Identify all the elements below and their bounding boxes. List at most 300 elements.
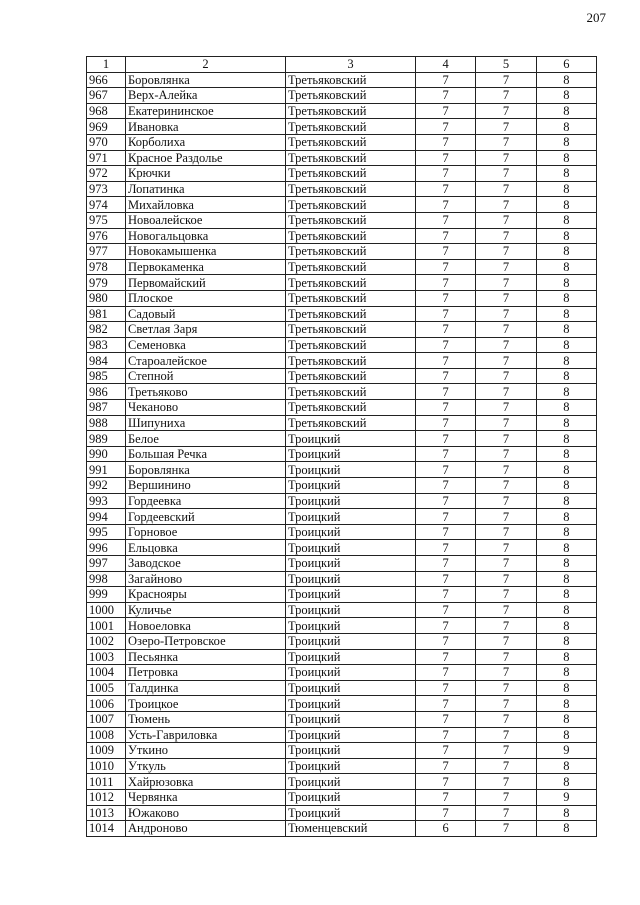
value-col-6: 8	[536, 368, 596, 384]
district-name: Третьяковский	[286, 181, 416, 197]
value-col-5: 7	[476, 166, 536, 182]
value-col-6: 8	[536, 665, 596, 681]
value-col-4: 7	[416, 212, 476, 228]
value-col-4: 7	[416, 618, 476, 634]
settlement-name: Чеканово	[126, 400, 286, 416]
value-col-5: 7	[476, 680, 536, 696]
row-number: 979	[87, 275, 126, 291]
settlement-name: Новоалейское	[126, 212, 286, 228]
row-number: 991	[87, 462, 126, 478]
value-col-4: 7	[416, 244, 476, 260]
row-number: 993	[87, 493, 126, 509]
table-row	[87, 493, 597, 509]
settlement-name: Горновое	[126, 524, 286, 540]
district-name: Троицкий	[286, 446, 416, 462]
value-col-6: 8	[536, 88, 596, 104]
value-col-4: 7	[416, 275, 476, 291]
value-col-5: 7	[476, 743, 536, 759]
district-name: Троицкий	[286, 493, 416, 509]
value-col-5: 7	[476, 774, 536, 790]
settlement-name: Екатерининское	[126, 103, 286, 119]
table-row	[87, 259, 597, 275]
value-col-4: 7	[416, 119, 476, 135]
settlement-name: Гордеевский	[126, 509, 286, 525]
value-col-4: 7	[416, 556, 476, 572]
value-col-5: 7	[476, 821, 536, 837]
row-number: 1002	[87, 633, 126, 649]
district-name: Третьяковский	[286, 275, 416, 291]
table-row	[87, 306, 597, 322]
header-cell-1: 1	[87, 57, 126, 73]
value-col-4: 7	[416, 509, 476, 525]
value-col-5: 7	[476, 244, 536, 260]
table-row	[87, 633, 597, 649]
value-col-5: 7	[476, 524, 536, 540]
value-col-5: 7	[476, 478, 536, 494]
value-col-4: 6	[416, 821, 476, 837]
value-col-6: 8	[536, 524, 596, 540]
row-number: 976	[87, 228, 126, 244]
value-col-6: 8	[536, 322, 596, 338]
table-row	[87, 353, 597, 369]
table-row	[87, 290, 597, 306]
row-number: 970	[87, 134, 126, 150]
row-number: 974	[87, 197, 126, 213]
value-col-6: 8	[536, 166, 596, 182]
value-col-4: 7	[416, 493, 476, 509]
settlement-name: Верх-Алейка	[126, 88, 286, 104]
district-name: Третьяковский	[286, 415, 416, 431]
table-row	[87, 727, 597, 743]
row-number: 984	[87, 353, 126, 369]
settlement-name: Краснояры	[126, 587, 286, 603]
district-name: Троицкий	[286, 680, 416, 696]
table-row	[87, 462, 597, 478]
settlements-table	[86, 56, 597, 837]
table-row	[87, 680, 597, 696]
table-row	[87, 368, 597, 384]
value-col-4: 7	[416, 805, 476, 821]
value-col-4: 7	[416, 774, 476, 790]
value-col-6: 8	[536, 337, 596, 353]
table-row	[87, 275, 597, 291]
value-col-4: 7	[416, 665, 476, 681]
value-col-6: 8	[536, 587, 596, 603]
header-cell-5: 5	[476, 57, 536, 73]
value-col-6: 8	[536, 711, 596, 727]
row-number: 1011	[87, 774, 126, 790]
value-col-4: 7	[416, 72, 476, 88]
value-col-5: 7	[476, 711, 536, 727]
table-row	[87, 150, 597, 166]
value-col-5: 7	[476, 150, 536, 166]
value-col-5: 7	[476, 727, 536, 743]
value-col-4: 7	[416, 696, 476, 712]
value-col-5: 7	[476, 275, 536, 291]
district-name: Троицкий	[286, 478, 416, 494]
table-row	[87, 134, 597, 150]
table-row	[87, 649, 597, 665]
value-col-4: 7	[416, 431, 476, 447]
value-col-4: 7	[416, 711, 476, 727]
value-col-4: 7	[416, 368, 476, 384]
table-row	[87, 446, 597, 462]
row-number: 968	[87, 103, 126, 119]
value-col-5: 7	[476, 446, 536, 462]
row-number: 988	[87, 415, 126, 431]
row-number: 987	[87, 400, 126, 416]
table-row	[87, 88, 597, 104]
table-row	[87, 197, 597, 213]
value-col-5: 7	[476, 400, 536, 416]
district-name: Троицкий	[286, 774, 416, 790]
row-number: 972	[87, 166, 126, 182]
value-col-5: 7	[476, 618, 536, 634]
district-name: Троицкий	[286, 696, 416, 712]
value-col-5: 7	[476, 228, 536, 244]
value-col-6: 8	[536, 509, 596, 525]
district-name: Троицкий	[286, 805, 416, 821]
value-col-4: 7	[416, 166, 476, 182]
settlement-name: Боровлянка	[126, 462, 286, 478]
table-row	[87, 509, 597, 525]
value-col-6: 8	[536, 633, 596, 649]
table-row	[87, 415, 597, 431]
value-col-4: 7	[416, 524, 476, 540]
settlement-name: Белое	[126, 431, 286, 447]
value-col-5: 7	[476, 181, 536, 197]
value-col-5: 7	[476, 306, 536, 322]
value-col-6: 8	[536, 821, 596, 837]
district-name: Троицкий	[286, 431, 416, 447]
value-col-5: 7	[476, 602, 536, 618]
table-row	[87, 571, 597, 587]
value-col-6: 8	[536, 244, 596, 260]
settlement-name: Шипуниха	[126, 415, 286, 431]
row-number: 969	[87, 119, 126, 135]
value-col-6: 8	[536, 540, 596, 556]
value-col-5: 7	[476, 789, 536, 805]
district-name: Третьяковский	[286, 103, 416, 119]
value-col-4: 7	[416, 649, 476, 665]
table-row	[87, 743, 597, 759]
district-name: Третьяковский	[286, 384, 416, 400]
district-name: Троицкий	[286, 649, 416, 665]
value-col-6: 8	[536, 119, 596, 135]
settlement-name: Загайново	[126, 571, 286, 587]
district-name: Третьяковский	[286, 72, 416, 88]
row-number: 971	[87, 150, 126, 166]
value-col-4: 7	[416, 228, 476, 244]
value-col-6: 8	[536, 415, 596, 431]
value-col-6: 8	[536, 259, 596, 275]
district-name: Третьяковский	[286, 166, 416, 182]
table-row	[87, 181, 597, 197]
value-col-6: 8	[536, 150, 596, 166]
table-row	[87, 789, 597, 805]
value-col-5: 7	[476, 696, 536, 712]
row-number: 967	[87, 88, 126, 104]
table-row	[87, 602, 597, 618]
value-col-5: 7	[476, 571, 536, 587]
district-name: Троицкий	[286, 633, 416, 649]
value-col-5: 7	[476, 88, 536, 104]
table-row	[87, 758, 597, 774]
value-col-6: 8	[536, 556, 596, 572]
value-col-5: 7	[476, 290, 536, 306]
value-col-5: 7	[476, 587, 536, 603]
table-row	[87, 322, 597, 338]
row-number: 1007	[87, 711, 126, 727]
settlement-name: Южаково	[126, 805, 286, 821]
page-number: 207	[586, 10, 606, 25]
settlement-name: Андроново	[126, 821, 286, 837]
settlement-name: Новоеловка	[126, 618, 286, 634]
row-number: 973	[87, 181, 126, 197]
value-col-4: 7	[416, 259, 476, 275]
table-row	[87, 244, 597, 260]
value-col-4: 7	[416, 181, 476, 197]
header-cell-6: 6	[536, 57, 596, 73]
value-col-5: 7	[476, 384, 536, 400]
settlement-name: Первокаменка	[126, 259, 286, 275]
header-cell-3: 3	[286, 57, 416, 73]
value-col-6: 8	[536, 774, 596, 790]
value-col-4: 7	[416, 571, 476, 587]
value-col-4: 7	[416, 462, 476, 478]
value-col-4: 7	[416, 680, 476, 696]
table-row	[87, 103, 597, 119]
table-row	[87, 665, 597, 681]
settlement-name: Вершинино	[126, 478, 286, 494]
value-col-6: 8	[536, 384, 596, 400]
settlement-name: Староалейское	[126, 353, 286, 369]
value-col-4: 7	[416, 353, 476, 369]
settlement-name: Гордеевка	[126, 493, 286, 509]
district-name: Троицкий	[286, 743, 416, 759]
settlement-name: Боровлянка	[126, 72, 286, 88]
district-name: Троицкий	[286, 524, 416, 540]
row-number: 1008	[87, 727, 126, 743]
settlement-name: Озеро-Петровское	[126, 633, 286, 649]
district-name: Тюменцевский	[286, 821, 416, 837]
value-col-6: 8	[536, 462, 596, 478]
value-col-4: 7	[416, 134, 476, 150]
row-number: 1013	[87, 805, 126, 821]
row-number: 977	[87, 244, 126, 260]
value-col-4: 7	[416, 633, 476, 649]
value-col-6: 8	[536, 197, 596, 213]
header-cell-2: 2	[126, 57, 286, 73]
table-body	[87, 57, 597, 837]
value-col-6: 8	[536, 618, 596, 634]
row-number: 995	[87, 524, 126, 540]
value-col-4: 7	[416, 197, 476, 213]
settlement-name: Светлая Заря	[126, 322, 286, 338]
row-number: 1014	[87, 821, 126, 837]
value-col-6: 8	[536, 275, 596, 291]
header-cell-4: 4	[416, 57, 476, 73]
value-col-5: 7	[476, 119, 536, 135]
row-number: 981	[87, 306, 126, 322]
value-col-5: 7	[476, 212, 536, 228]
table-row	[87, 711, 597, 727]
row-number: 1009	[87, 743, 126, 759]
settlement-name: Хайрюзовка	[126, 774, 286, 790]
value-col-5: 7	[476, 353, 536, 369]
row-number: 1006	[87, 696, 126, 712]
value-col-4: 7	[416, 306, 476, 322]
district-name: Троицкий	[286, 711, 416, 727]
settlement-name: Ивановка	[126, 119, 286, 135]
table-row	[87, 696, 597, 712]
table-row	[87, 618, 597, 634]
district-name: Третьяковский	[286, 290, 416, 306]
settlement-name: Плоское	[126, 290, 286, 306]
value-col-6: 9	[536, 789, 596, 805]
district-name: Троицкий	[286, 509, 416, 525]
row-number: 999	[87, 587, 126, 603]
row-number: 994	[87, 509, 126, 525]
district-name: Третьяковский	[286, 353, 416, 369]
table-row	[87, 119, 597, 135]
district-name: Троицкий	[286, 556, 416, 572]
value-col-5: 7	[476, 415, 536, 431]
district-name: Третьяковский	[286, 212, 416, 228]
value-col-6: 8	[536, 353, 596, 369]
district-name: Третьяковский	[286, 228, 416, 244]
district-name: Троицкий	[286, 618, 416, 634]
district-name: Троицкий	[286, 540, 416, 556]
value-col-6: 8	[536, 727, 596, 743]
row-number: 989	[87, 431, 126, 447]
district-name: Третьяковский	[286, 119, 416, 135]
district-name: Третьяковский	[286, 322, 416, 338]
district-name: Третьяковский	[286, 337, 416, 353]
value-col-4: 7	[416, 290, 476, 306]
table-row	[87, 556, 597, 572]
table-row	[87, 431, 597, 447]
district-name: Троицкий	[286, 789, 416, 805]
table-row	[87, 774, 597, 790]
value-col-5: 7	[476, 758, 536, 774]
value-col-4: 7	[416, 727, 476, 743]
value-col-6: 8	[536, 134, 596, 150]
settlement-name: Третьяково	[126, 384, 286, 400]
settlement-name: Семеновка	[126, 337, 286, 353]
value-col-6: 8	[536, 478, 596, 494]
value-col-4: 7	[416, 88, 476, 104]
table-row	[87, 337, 597, 353]
value-col-6: 8	[536, 228, 596, 244]
settlement-name: Уткино	[126, 743, 286, 759]
value-col-6: 8	[536, 602, 596, 618]
settlement-name: Крючки	[126, 166, 286, 182]
table-row	[87, 540, 597, 556]
value-col-5: 7	[476, 259, 536, 275]
value-col-5: 7	[476, 72, 536, 88]
district-name: Третьяковский	[286, 134, 416, 150]
district-name: Третьяковский	[286, 88, 416, 104]
settlement-name: Песьянка	[126, 649, 286, 665]
settlement-name: Степной	[126, 368, 286, 384]
settlement-name: Талдинка	[126, 680, 286, 696]
district-name: Троицкий	[286, 462, 416, 478]
value-col-4: 7	[416, 103, 476, 119]
value-col-5: 7	[476, 649, 536, 665]
table-row	[87, 478, 597, 494]
district-name: Третьяковский	[286, 306, 416, 322]
district-name: Третьяковский	[286, 400, 416, 416]
value-col-4: 7	[416, 150, 476, 166]
value-col-4: 7	[416, 540, 476, 556]
value-col-4: 7	[416, 602, 476, 618]
value-col-6: 8	[536, 306, 596, 322]
settlement-name: Уткуль	[126, 758, 286, 774]
settlement-name: Красное Раздолье	[126, 150, 286, 166]
district-name: Троицкий	[286, 602, 416, 618]
value-col-5: 7	[476, 103, 536, 119]
value-col-4: 7	[416, 446, 476, 462]
district-name: Третьяковский	[286, 150, 416, 166]
value-col-4: 7	[416, 758, 476, 774]
settlement-name: Червянка	[126, 789, 286, 805]
settlement-name: Михайловка	[126, 197, 286, 213]
value-col-5: 7	[476, 556, 536, 572]
row-number: 986	[87, 384, 126, 400]
value-col-4: 7	[416, 478, 476, 494]
table-row	[87, 228, 597, 244]
settlement-name: Заводское	[126, 556, 286, 572]
value-col-6: 8	[536, 493, 596, 509]
row-number: 1005	[87, 680, 126, 696]
table-row	[87, 587, 597, 603]
table-row	[87, 400, 597, 416]
value-col-6: 8	[536, 649, 596, 665]
table-row	[87, 821, 597, 837]
district-name: Троицкий	[286, 587, 416, 603]
value-col-4: 7	[416, 322, 476, 338]
value-col-6: 8	[536, 103, 596, 119]
settlement-name: Троицкое	[126, 696, 286, 712]
table-row	[87, 524, 597, 540]
value-col-5: 7	[476, 462, 536, 478]
row-number: 1001	[87, 618, 126, 634]
value-col-5: 7	[476, 665, 536, 681]
table-row	[87, 805, 597, 821]
row-number: 1004	[87, 665, 126, 681]
value-col-6: 8	[536, 805, 596, 821]
settlement-name: Корболиха	[126, 134, 286, 150]
value-col-4: 7	[416, 789, 476, 805]
value-col-5: 7	[476, 509, 536, 525]
value-col-6: 8	[536, 400, 596, 416]
row-number: 980	[87, 290, 126, 306]
value-col-5: 7	[476, 431, 536, 447]
table-row	[87, 384, 597, 400]
district-name: Троицкий	[286, 758, 416, 774]
value-col-5: 7	[476, 322, 536, 338]
row-number: 982	[87, 322, 126, 338]
value-col-6: 8	[536, 680, 596, 696]
value-col-6: 8	[536, 696, 596, 712]
settlement-name: Садовый	[126, 306, 286, 322]
value-col-6: 8	[536, 290, 596, 306]
settlement-name: Новогальцовка	[126, 228, 286, 244]
settlement-name: Большая Речка	[126, 446, 286, 462]
value-col-4: 7	[416, 415, 476, 431]
settlement-name: Тюмень	[126, 711, 286, 727]
